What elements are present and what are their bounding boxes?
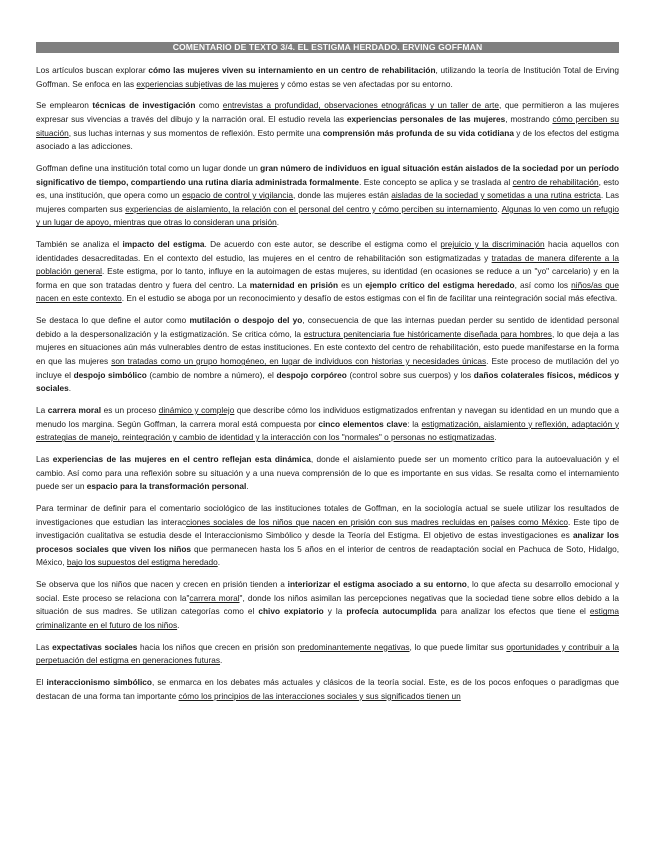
text-run: Se emplearon [36,100,93,111]
text-run: que permanecen hasta los 5 años en el interior de centros de readaptación social en Pachuca de Soto, Hidalgo, México, [36,543,619,568]
bold-phrase: técnicas de investigación [92,100,196,111]
text-run: , que permitieron a las mujeres expresar sus vivencias a través del dibujo y la narración oral. El estudio revela las [36,100,620,124]
text-run: Las [36,641,53,652]
text-run: : la [407,418,422,429]
underlined-phrase: cómo perciben su situación [36,113,619,138]
bold-phrase: interiorizar el estigma asociado a su entorno [287,579,467,590]
text-run: y cómo estas se ven afectadas por su entorno. [278,78,453,89]
text-run: , consecuencia de que las internas puedan perder su sentido de identidad personal debido a la despersonalización y la estigmatización. Se critica cómo, la [36,315,619,339]
bold-phrase: gran número de individuos en igual situación están aislados de la sociedad por un período significativo de tiempo, compartiendo una rutina diaria administrada formalmente [36,162,619,187]
underlined-phrase: estigmatización, aislamiento y reflexión, adaptación y estrategias de manejo, reintegración y cambio de identidad y la interacción con los "normales" o personas no estigmatizadas [36,418,619,443]
text-run: , lo que afecta su desarrollo emocional y social. Este proceso se relaciona con la" [36,579,619,603]
paragraph-children-research [36,502,619,570]
text-run: . En el estudio se aboga por un reconocimiento y desafío de estos estigmas con el fin de facilitar una reintegración social más efectiva. [121,293,618,304]
bold-phrase: analizar los procesos sociales que viven los niños [36,530,619,554]
underlined-phrase: niños/as que nacen en este contexto [36,279,619,304]
bold-phrase: expectativas sociales [52,641,138,652]
bold-phrase: experiencias de las mujeres en el centro reflejan esta dinámica [52,453,311,464]
paragraph-stigma-impact [36,238,619,306]
text-run: que describe cómo los individuos estigmatizados enfrentan y navegan su identidad en un mundo que a menudo los margina. Según Goffman, la carrera moral está compuesta por [36,405,620,429]
underlined-phrase: entrevistas a profundidad, observaciones etnográficas y un taller de arte [222,100,499,111]
bold-phrase: cómo las mujeres viven su internamiento en un centro de rehabilitación [148,65,436,75]
underlined-phrase: cómo los principios de las interacciones sociales y sus significados tienen un [178,690,461,701]
text-run: . [494,432,497,443]
paragraph-social-expectations [36,641,619,668]
underlined-phrase: carrera moral [189,592,240,603]
text-run: . Este concepto se aplica y se traslada al [359,176,513,187]
paragraph-moral-career [36,404,619,445]
underlined-phrase: experiencias de aislamiento, la relación con el personal del centro y cómo perciben su internamiento [125,203,498,214]
text-run: , lo que puede limitar sus [409,641,507,652]
text-run: . [276,217,280,228]
bold-phrase: profecía autocumplida [346,606,437,617]
text-run: (control sobre sus cuerpos) y los [346,369,474,380]
text-run: es un [338,279,366,290]
bold-phrase: espacio para la transformación personal [86,481,247,492]
document-title: COMENTARIO DE TEXTO 3/4. EL ESTIGMA HERDADO. ERVING GOFFMAN [36,42,619,53]
text-run: Para terminar de definir para el comentario sociológico de las instituciones totales de Goffman, en la sociología actual se suele utilizar los resultados de investigaciones que estudian las interac [36,502,619,527]
text-run: . Este proceso de mutilación del yo incluye el [36,356,619,380]
bold-phrase: daños colaterales físicos, médicos y sociales [36,369,619,394]
text-run: . Este tipo de investigación cualitativa se estudia desde el Interaccionismo Simbólico y desde la Teoría del Estigma. El objetivo de estas investigaciones es [36,516,619,541]
paragraph-womens-experiences [36,453,619,494]
underlined-phrase: oportunidades y contribuir a la perpetuación del estigma en generaciones futuras [36,641,619,666]
underlined-phrase: estructura penitenciaria fue históricamente diseñada para hombres [303,328,552,339]
text-run: Se destaca lo que define el autor como [36,315,190,326]
paragraph-symbolic-interactionism [36,676,619,703]
bold-phrase: maternidad en prisión [249,279,339,290]
underlined-phrase: experiencias subjetivas de las mujeres [136,78,279,89]
bold-phrase: interaccionismo simbólico [46,677,152,688]
text-run: Los artículos buscan explorar [36,65,149,75]
text-run: . De acuerdo con este autor, se describe el estigma como el [204,239,441,250]
document-page [36,42,619,711]
text-run: , así como los [514,279,572,290]
underlined-phrase: espacio de control y vigilancia [182,190,294,201]
text-run: , sus luchas internas y sus momentos de reflexión. Esto permite una [68,127,323,138]
text-run: . [497,203,502,214]
bold-phrase: despojo simbólico [73,369,147,380]
text-run: Goffman define una institución total como un lugar donde un [36,162,261,173]
underlined-phrase: ciones sociales de los niños que nacen en prisión con sus madres recluidas en países como México [186,516,568,527]
paragraph-internalized-stigma [36,578,619,632]
bold-phrase: experiencias personales de las mujeres [346,113,506,124]
text-run: hacia aquellos con identidades desacreditadas. En el contexto del estudio, las mujeres en el centro de rehabilitación son estigmatizadas y [36,239,619,263]
text-run: , mostrando [505,113,553,124]
text-run: , donde las mujeres están [293,190,392,201]
underlined-phrase: Algunas lo ven como un refugio y un lugar de apoyo, mientras que otras lo consideran una prisión [36,203,619,228]
paragraph-self-mutilation [36,314,619,396]
text-run: , esto es, una institución, que opera como un [36,176,620,201]
text-run: como [195,100,223,111]
text-run: . [217,557,221,568]
text-run: ", donde los niños asimilan las percepciones negativas que la sociedad tiene sobre ellos debido a la situación de sus madres. Se utilizan categorías como el [36,592,619,617]
underlined-phrase: centro de rehabilitación [512,176,599,187]
bold-phrase: comprensión más profunda de su vida cotidiana [322,127,514,138]
bold-phrase: despojo corpóreo [276,369,347,380]
paragraph-methods [36,99,619,153]
bold-phrase: carrera moral [47,405,102,415]
text-run: (cambio de nombre a número), el [146,369,277,380]
text-run: y la [323,606,347,617]
text-run: , donde el aislamiento puede ser un momento crítico para la autoevaluación y el cambio. Así como para una reflexión sobre su situación y a una nueva comprensión de lo que es importante en sus vidas. Se resalta como el internamiento puede ser un [36,453,619,492]
bold-phrase: chivo expiatorio [258,606,324,617]
text-run: . Las mujeres comparten sus [36,190,619,214]
underlined-phrase: bajo los supuestos del estigma heredado [66,557,218,568]
text-run: , se enmarca en los debates más actuales y clásicos de la teoría social. Este, es de los pocos enfoques o paradigmas que destacan de una forma tan importante [36,677,619,701]
underlined-phrase: aisladas de la sociedad y sometidas a una rutina estricta [391,190,601,201]
text-run: También se analiza el [36,239,123,250]
text-run: , lo que deja a las mujeres en situaciones aún más vulnerables dentro de estas instituciones. En este contexto del centro de rehabilitación, esto puede manifestarse en la forma en que las mujeres [36,328,619,367]
bold-phrase: cinco elementos clave [318,418,408,429]
underlined-phrase: estigma criminalizante en el futuro de los niños [36,606,619,630]
text-run: La [36,405,48,415]
text-run: El [36,677,47,688]
paragraph-total-institution [36,162,619,230]
text-run: . Este estigma, por lo tanto, influye en la autoimagen de estas mujeres, su identidad (en ocasiones se reduce a un "yo" carcelario) y en la forma en que son tratadas dentro y fuera del centro. La [36,266,619,290]
underlined-phrase: dinámico y complejo [158,405,235,415]
underlined-phrase: prejuicio y la discriminación [440,239,545,250]
underlined-phrase: tratadas de manera diferente a la población general [36,252,619,277]
underlined-phrase: son tratadas como un grupo homogéneo, en lugar de individuos con historias y necesidades únicas [111,356,487,367]
paragraph-intro [36,64,619,91]
underlined-phrase: predominantemente negativas [297,641,410,652]
text-run: , utilizando la teoría de Institución Total de Erving Goffman. Se enfoca en las [36,65,619,89]
text-run: y de los efectos del estigma asociado a las adicciones. [36,127,619,152]
bold-phrase: mutilación o despojo del yo [189,315,303,326]
text-run: hacia los niños que crecen en prisión son [137,641,298,652]
text-run: . [246,481,249,492]
text-run: es un proceso [101,405,159,415]
text-run: . [177,619,180,630]
text-run: para analizar los efectos que tiene el [436,606,590,617]
text-run: . [220,655,223,666]
text-run: Se observa que los niños que nacen y crecen en prisión tienden a [36,579,288,590]
bold-phrase: impacto del estigma [122,239,205,250]
text-run: . [68,383,72,394]
text-run: Las [36,453,53,464]
bold-phrase: ejemplo crítico del estigma heredado [365,279,515,290]
